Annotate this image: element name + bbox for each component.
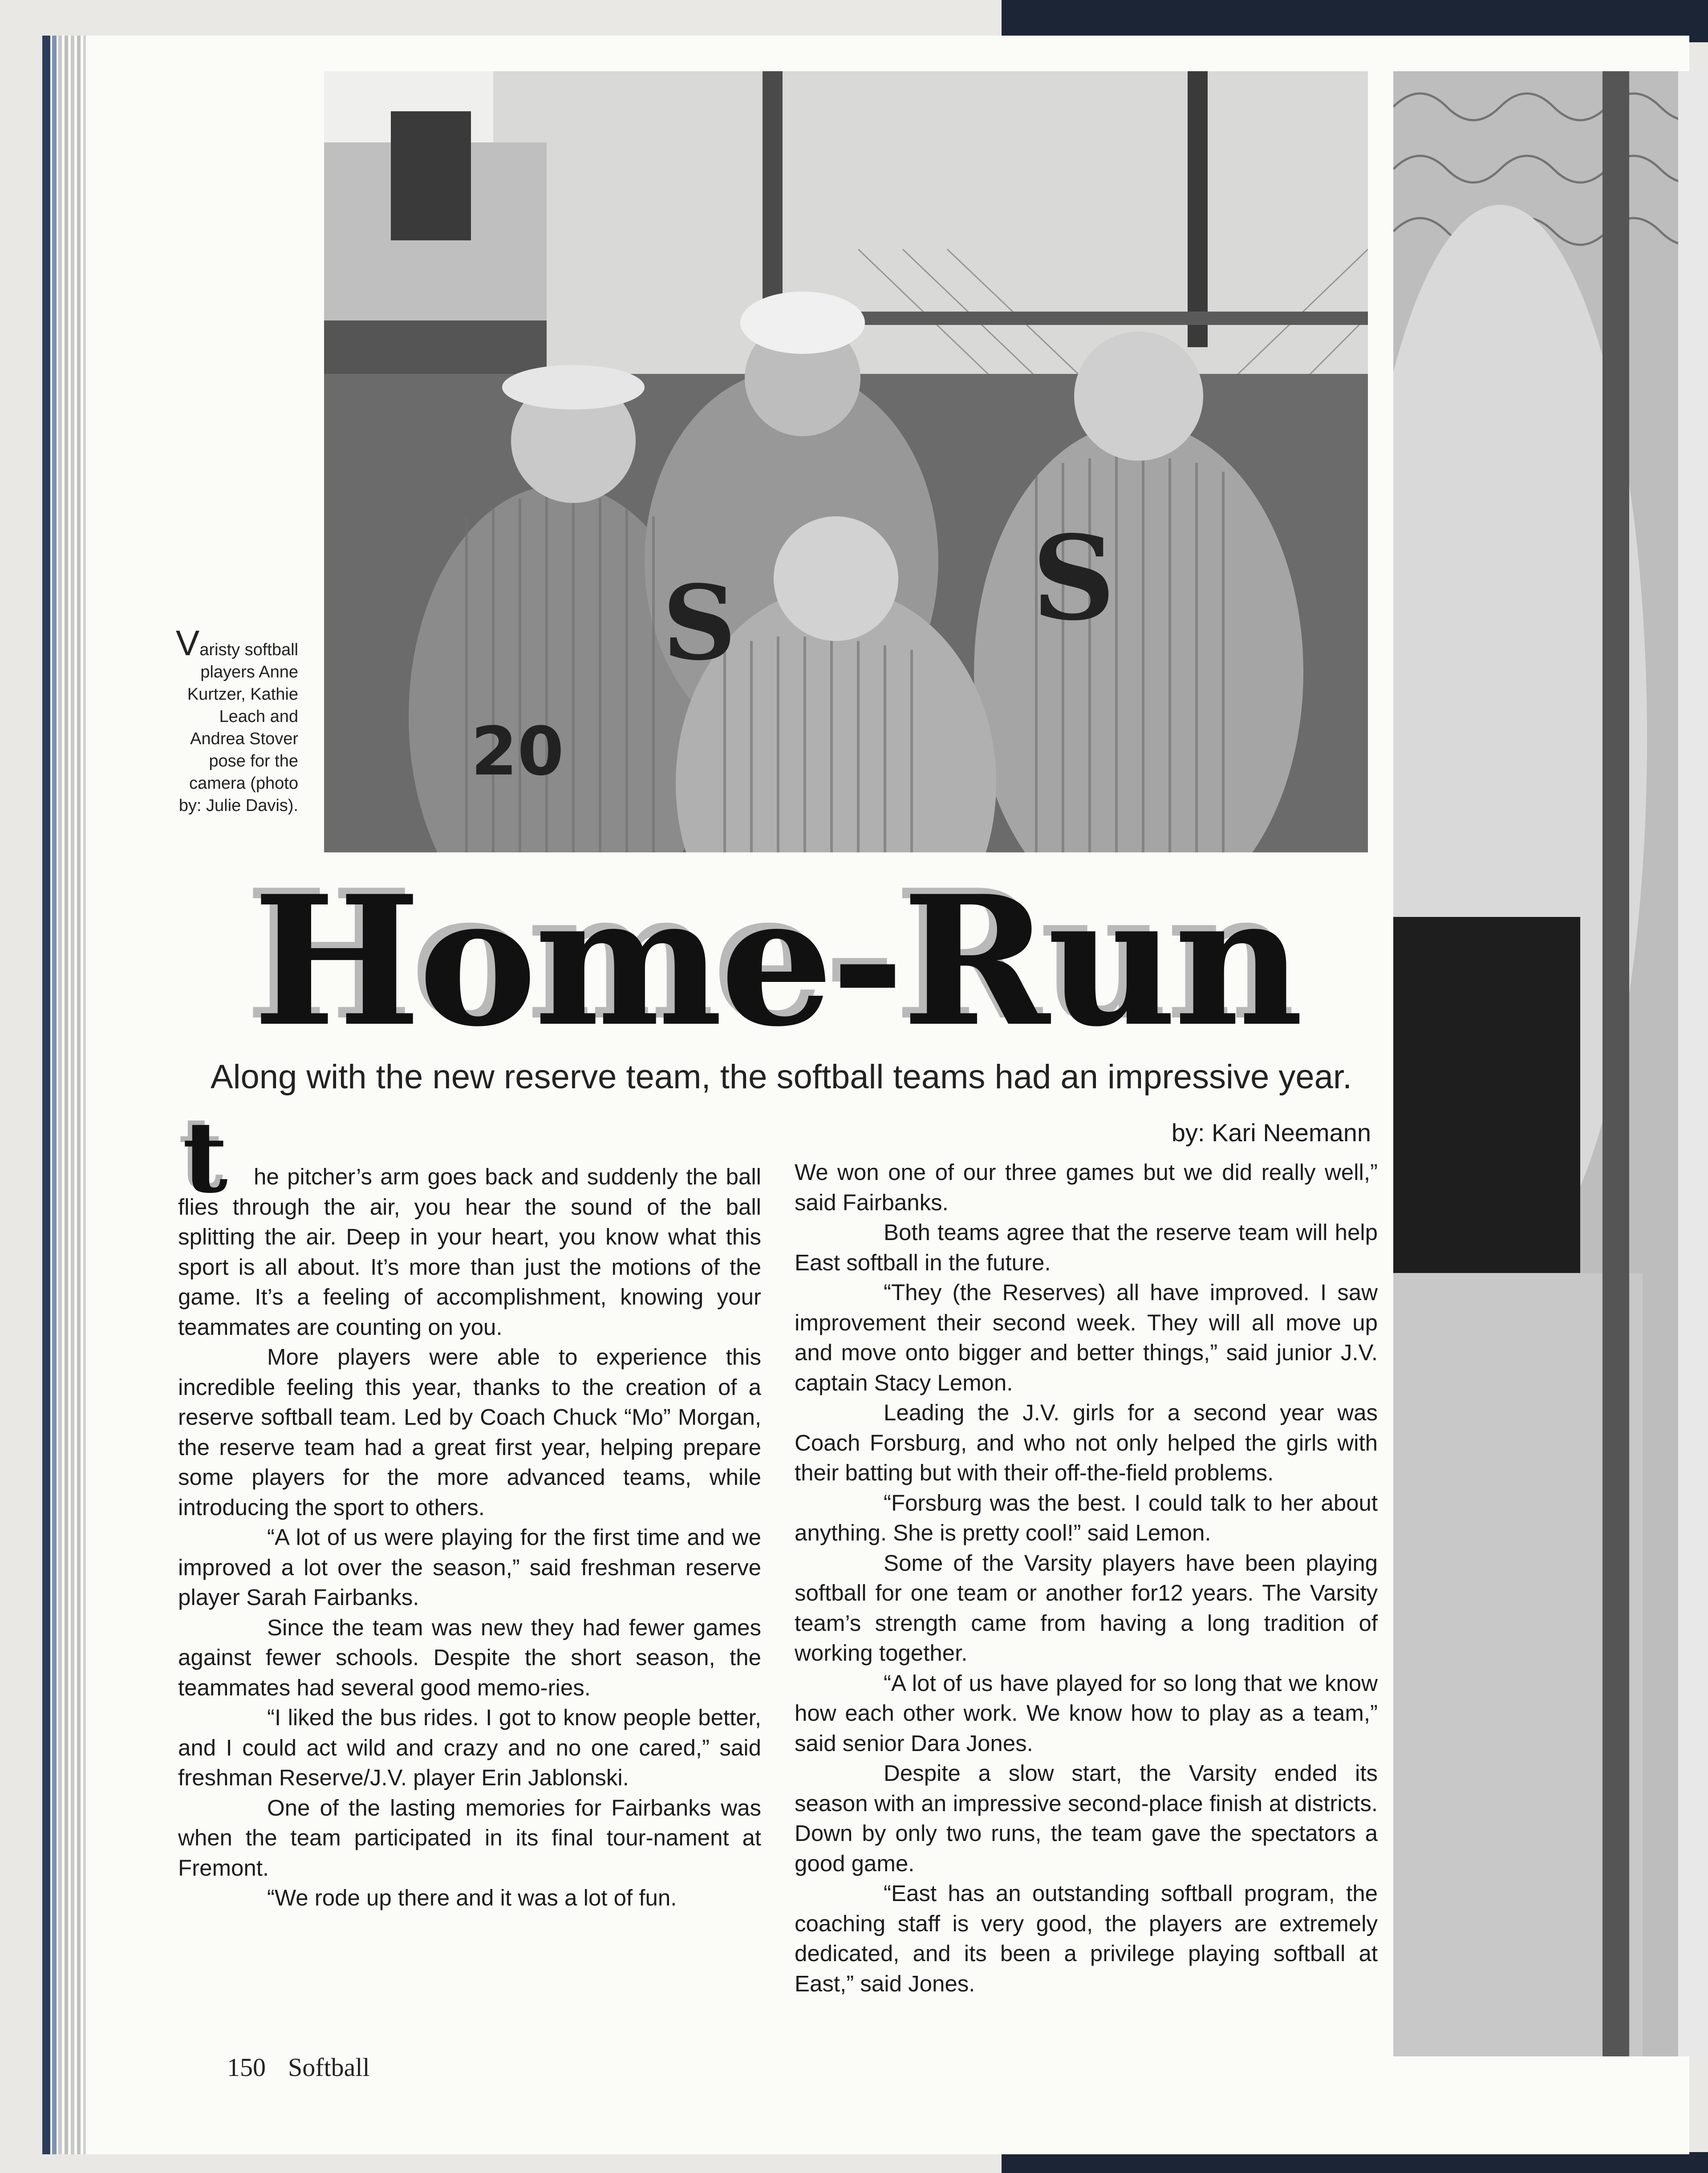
team-photo (324, 71, 1368, 852)
book-binding (42, 36, 109, 2154)
article-dropcap: t (183, 1099, 228, 1215)
jersey-logo-right: S (1032, 511, 1116, 646)
caption-dropcap: V (175, 623, 200, 663)
paragraph: “A lot of us have played for so long that we know how each other work. We know how to play as a team,” said senior Dara Jones. (795, 1670, 1378, 1756)
headline: Home-Run (252, 857, 1301, 1066)
article-column-left (178, 1162, 761, 1913)
scan-edge-bottom (1002, 2152, 1708, 2173)
side-photo (1393, 71, 1708, 2056)
paragraph: Since the team was new they had fewer games against fewer schools. Despite the short season, the teammates had several good memo-ries. (178, 1614, 761, 1700)
jersey-number: 20 (471, 713, 564, 791)
paragraph: One of the lasting memories for Fairbanks was when the team participated in its final tour-nament at Fremont. (178, 1795, 761, 1881)
paragraph: “We rode up there and it was a lot of fun. (267, 1885, 677, 1910)
paragraph: “I liked the bus rides. I got to know people better, and I could act wild and crazy and no one cared,” said freshman Reserve/J.V. player Erin Jablonski. (178, 1705, 761, 1790)
paragraph: Both teams agree that the reserve team will help East softball in the future. (795, 1220, 1378, 1275)
paragraph: We won one of our three games but we did really well,” said Fairbanks. (795, 1159, 1378, 1215)
team-photo-illustration (324, 71, 1368, 852)
photo-caption (169, 623, 298, 817)
article-column-right (795, 1157, 1378, 1999)
subheadline: Along with the new reserve team, the softball teams had an impressive year. (210, 1058, 1352, 1096)
paragraph: Leading the J.V. girls for a second year was Coach Forsburg, and who not only helped the girls with their batting but with their off-the-field problems. (795, 1400, 1378, 1485)
page-footer (227, 2052, 392, 2083)
byline: by: Kari Neemann (1171, 1119, 1371, 1147)
paragraph: “They (the Reserves) all have improved. I saw improvement their second week. They will all move up and move onto bigger and better things,” said junior J.V. captain Stacy Lemon. (795, 1280, 1378, 1395)
paragraph: More players were able to experience this incredible feeling this year, thanks to the creation of a reserve softball team. Led by Coach Chuck “Mo” Morgan, the reserve team had a great first year, helping prepare some players for the more advanced teams, while introducing the sport to others. (178, 1344, 761, 1520)
jersey-logo-left: S (662, 563, 737, 683)
paragraph: Despite a slow start, the Varsity ended its season with an impressive second-place finish at districts. Down by only two runs, the team gave the spectators a good game. (795, 1760, 1378, 1876)
paragraph: “East has an outstanding softball program, the coaching staff is very good, the players are extremely dedicated, and its been a privilege playing softball at East,” said Jones. (795, 1881, 1378, 1996)
caption-text: aristy softball players Anne Kurtzer, Kathie Leach and Andrea Stover pose for the camera (photo by: Julie Davis). (179, 641, 298, 815)
paragraph: “A lot of us were playing for the first time and we improved a lot over the season,” said freshman reserve player Sarah Fairbanks. (178, 1524, 761, 1610)
paragraph: he pitcher’s arm goes back and suddenly the ball flies through the air, you hear the sound of the ball splitting the air. Deep in your heart, you know what this sport is all about. It’s more than just the motions of the game. It’s a feeling of accomplishment, knowing your teammates are counting on you. (178, 1164, 761, 1340)
paragraph: “Forsburg was the best. I could talk to her about anything. She is pretty cool!” said Lemon. (795, 1490, 1378, 1545)
section-name: Softball (288, 2053, 370, 2082)
side-photo-illustration (1393, 71, 1708, 2056)
page-number: 150 (227, 2053, 266, 2082)
paragraph: Some of the Varsity players have been playing softball for one team or another for12 years. The Varsity team’s strength came from having a long tradition of working together. (795, 1550, 1378, 1666)
